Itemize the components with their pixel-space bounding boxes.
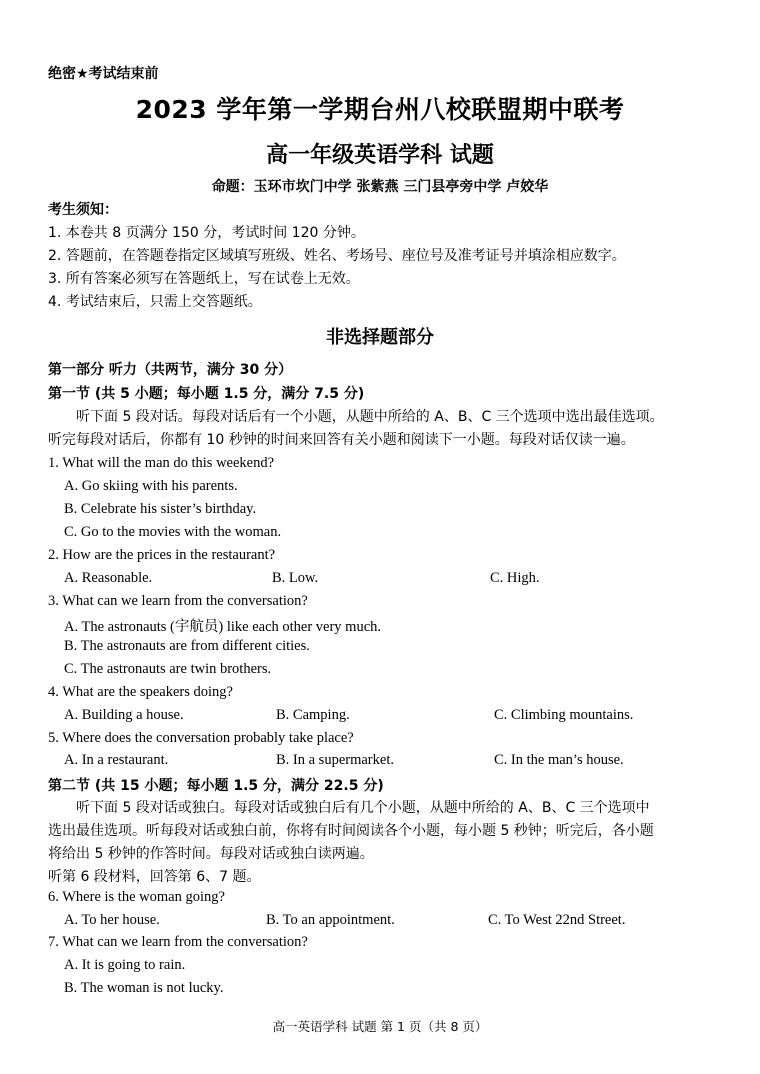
question-option: A. To her house.: [64, 912, 160, 928]
confidential-label: 绝密★考试结束前: [48, 66, 159, 82]
part1-title: 第一部分 听力（共两节，满分 30 分）: [48, 362, 293, 378]
question-option: A. The astronauts (宇航员) like each other very much.: [64, 619, 382, 635]
question-stem: 1. What will the man do this weekend?: [48, 455, 275, 471]
question-option: B. Celebrate his sister’s birthday.: [64, 501, 257, 517]
question-option: C. To West 22nd Street.: [488, 912, 626, 928]
question-option: A. Building a house.: [64, 707, 184, 723]
part-title: 非选择题部分: [326, 327, 434, 348]
question-stem: 7. What can we learn from the conversation?: [48, 934, 308, 950]
question-option: A. In a restaurant.: [64, 752, 169, 768]
section2-instruction: 听下面 5 段对话或独白。每段对话或独白后有几个小题，从题中所给的 A、B、C 三个选项中: [76, 800, 650, 816]
notice-heading: 考生须知：: [48, 202, 118, 218]
section1-instruction: 听下面 5 段对话。每段对话后有一个小题，从题中所给的 A、B、C 三个选项中选出最佳选项。: [76, 409, 664, 425]
question-stem: 6. Where is the woman going?: [48, 889, 225, 905]
question-stem: 2. How are the prices in the restaurant?: [48, 547, 276, 563]
question-option: A. Reasonable.: [64, 570, 153, 586]
section2-title: 第二节 (共 15 小题；每小题 1.5 分，满分 22.5 分): [48, 778, 384, 794]
question-option: B. To an appointment.: [266, 912, 395, 928]
question-option: B. The astronauts are from different cities.: [64, 638, 310, 654]
page-footer: 高一英语学科 试题 第 1 页（共 8 页）: [272, 1019, 488, 1034]
exam-subtitle: 高一年级英语学科 试题: [266, 143, 494, 168]
section1-instruction: 听完每段对话后，你都有 10 秒钟的时间来回答有关小题和阅读下一小题。每段对话仅读一遍。: [48, 432, 635, 448]
material-note: 听第 6 段材料，回答第 6、7 题。: [48, 869, 261, 885]
question-option: A. It is going to rain.: [64, 957, 186, 973]
exam-authors: 命题：玉环市坎门中学 张紫燕 三门县亭旁中学 卢姣华: [211, 179, 549, 195]
question-option: C. In the man’s house.: [494, 752, 624, 768]
exam-title: 2023 学年第一学期台州八校联盟期中联考: [135, 95, 625, 124]
question-option: B. Low.: [272, 570, 319, 586]
question-option: C. Climbing mountains.: [494, 707, 634, 723]
notice-item: 4. 考试结束后，只需上交答题纸。: [48, 294, 262, 310]
notice-item: 2. 答题前，在答题卷指定区域填写班级、姓名、考场号、座位号及准考证号并填涂相应数字。: [48, 248, 626, 264]
question-option: C. The astronauts are twin brothers.: [64, 661, 272, 677]
question-option: B. Camping.: [276, 707, 350, 723]
section2-instruction: 选出最佳选项。听每段对话或独白前，你将有时间阅读各个小题，每小题 5 秒钟；听完后，各小题: [48, 823, 654, 839]
question-option: C. High.: [490, 570, 540, 586]
notice-item: 3. 所有答案必须写在答题纸上，写在试卷上无效。: [48, 271, 360, 287]
question-option: B. The woman is not lucky.: [64, 980, 224, 996]
notice-item: 1. 本卷共 8 页满分 150 分，考试时间 120 分钟。: [48, 225, 365, 241]
question-option: A. Go skiing with his parents.: [64, 478, 238, 494]
question-option: C. Go to the movies with the woman.: [64, 524, 282, 540]
question-stem: 5. Where does the conversation probably take place?: [48, 730, 354, 746]
section2-instruction: 将给出 5 秒钟的作答时间。每段对话或独白读两遍。: [48, 846, 374, 862]
question-option: B. In a supermarket.: [276, 752, 394, 768]
section1-title: 第一节 (共 5 小题；每小题 1.5 分，满分 7.5 分): [48, 386, 365, 402]
question-stem: 4. What are the speakers doing?: [48, 684, 233, 700]
question-stem: 3. What can we learn from the conversation?: [48, 593, 308, 609]
